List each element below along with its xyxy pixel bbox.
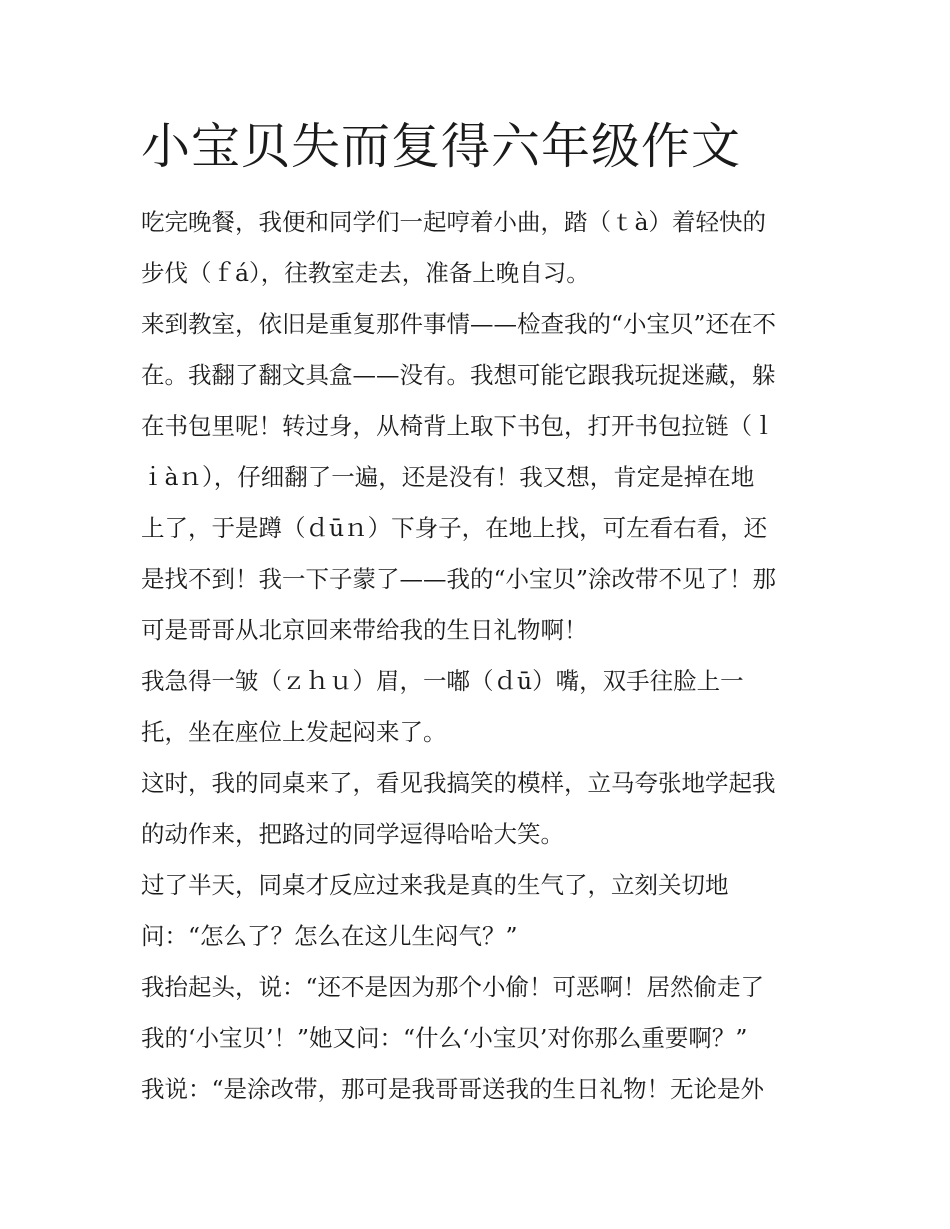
text-line: 我的‘小宝贝’！”她又问：“什么‘小宝贝’对你那么重要啊？” <box>141 1024 748 1052</box>
text-line: 的动作来，把路过的同学逗得哈哈大笑。 <box>141 820 564 848</box>
text-line: 来到教室，依旧是重复那件事情——检查我的“小宝贝”还在不 <box>141 310 777 338</box>
text-line: 我抬起头，说：“还不是因为那个小偷！可恶啊！居然偷走了 <box>141 973 765 1001</box>
text-line: 我急得一皱（ｚｈｕ）眉，一嘟（ｄū）嘴，双手往脸上一 <box>141 667 744 695</box>
text-line: 我说：“是涂改带，那可是我哥哥送我的生日礼物！无论是外 <box>141 1075 765 1103</box>
text-line: 上了，于是蹲（ｄūｎ）下身子，在地上找，可左看右看，还 <box>141 514 768 542</box>
text-line: ｉàｎ），仔细翻了一遍，还是没有！我又想，肯定是掉在地 <box>141 463 755 491</box>
text-line: 是找不到！我一下子蒙了——我的“小宝贝”涂改带不见了！那 <box>141 565 777 593</box>
document-body <box>141 197 821 1115</box>
text-line: 在。我翻了翻文具盒——没有。我想可能它跟我玩捉迷藏，躲 <box>141 361 776 389</box>
text-line: 可是哥哥从北京回来带给我的生日礼物啊！ <box>141 616 588 644</box>
text-line: 吃完晚餐，我便和同学们一起哼着小曲，踏（ｔà）着轻快的 <box>141 208 767 236</box>
text-line: 这时，我的同桌来了，看见我搞笑的模样，立马夸张地学起我 <box>141 769 776 797</box>
text-line: 托，坐在座位上发起闷来了。 <box>141 718 447 746</box>
text-line: 步伐（ｆá），往教室走去，准备上晚自习。 <box>141 259 590 287</box>
text-line: 过了半天，同桌才反应过来我是真的生气了，立刻关切地 <box>141 871 729 899</box>
page-title: 小宝贝失而复得六年级作文 <box>141 118 742 175</box>
text-line: 在书包里呢！转过身，从椅背上取下书包，打开书包拉链（ｌ <box>141 412 776 440</box>
text-line: 问：“怎么了？怎么在这儿生闷气？” <box>141 922 518 950</box>
